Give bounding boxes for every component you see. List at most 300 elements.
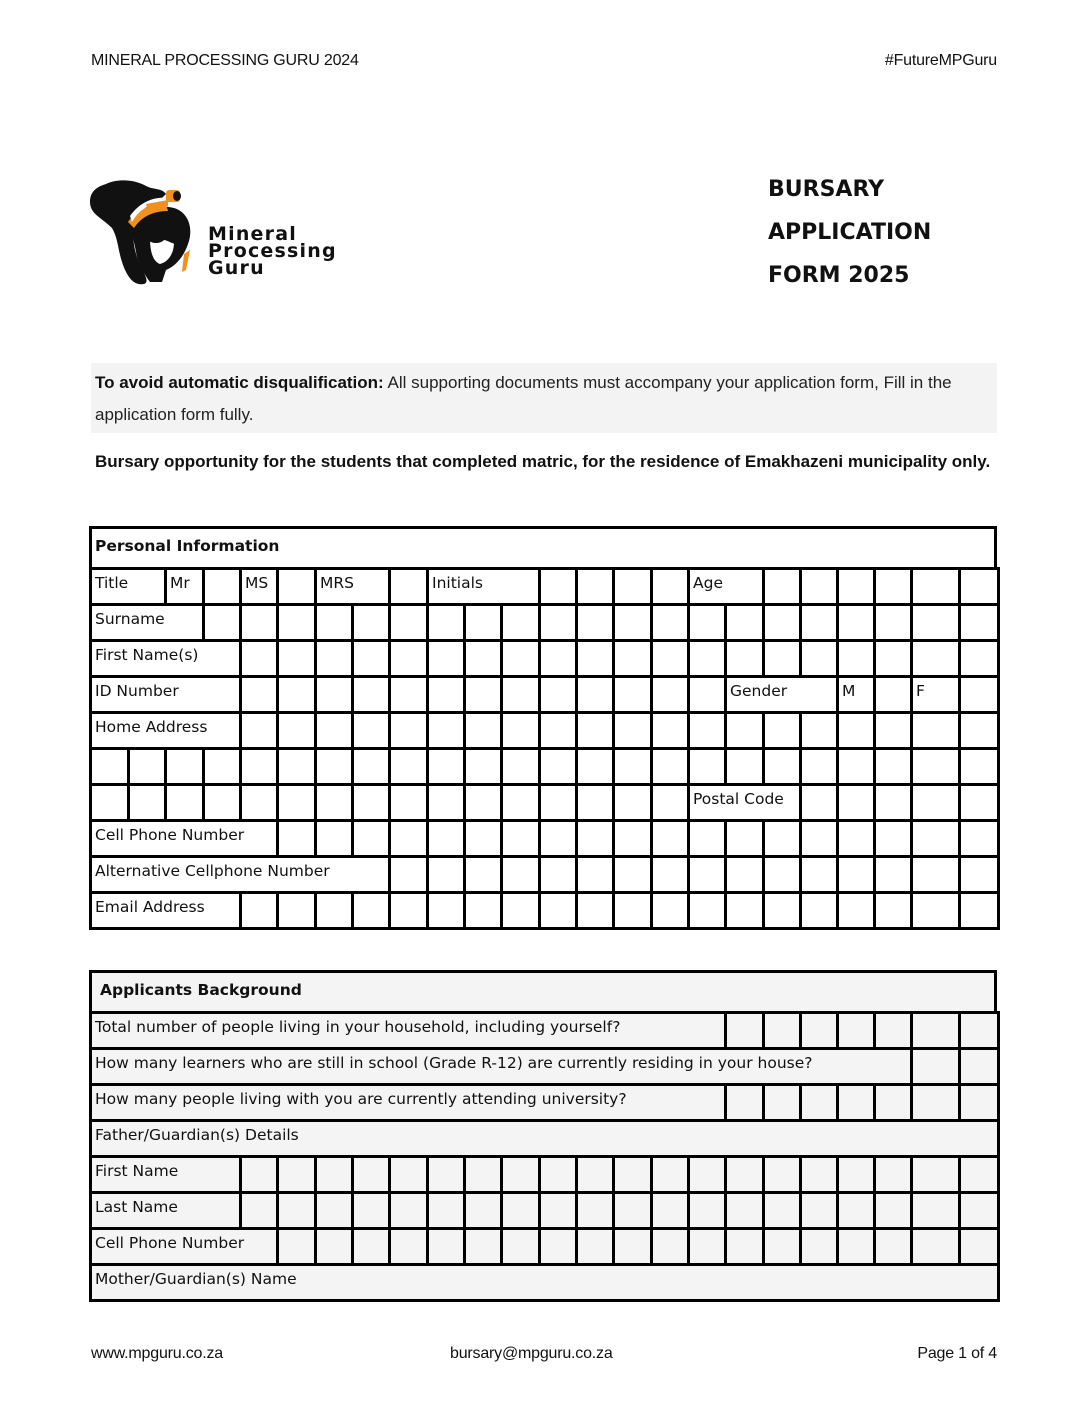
address-line-3-char-box[interactable] <box>314 783 354 822</box>
father-last-name-char-box[interactable] <box>351 1191 391 1230</box>
cell-phone-char-box[interactable] <box>687 819 727 858</box>
father-first-name-char-box[interactable] <box>762 1155 802 1194</box>
footer-page-number: Page 1 of 4 <box>917 1345 997 1362</box>
address-line-2-char-box[interactable] <box>612 747 653 786</box>
title-label: Title <box>89 567 167 606</box>
surname-char-box[interactable] <box>202 603 242 642</box>
cell-phone-char-box[interactable] <box>351 819 391 858</box>
father-first-name-char-box[interactable] <box>958 1155 1000 1194</box>
father-first-name-char-box[interactable] <box>873 1155 913 1194</box>
id-number-char-box[interactable] <box>239 675 279 714</box>
household-count-char-box[interactable] <box>873 1011 913 1050</box>
title-char-box[interactable] <box>910 567 961 606</box>
first-names-char-box[interactable] <box>958 639 1000 678</box>
address-line-3-char-box[interactable] <box>958 783 1000 822</box>
id-number-char-box[interactable] <box>276 675 317 714</box>
university-count-char-box[interactable] <box>762 1083 802 1122</box>
title-char-box[interactable] <box>873 567 913 606</box>
university-count-char-box[interactable] <box>724 1083 765 1122</box>
address-line-3-char-box[interactable] <box>89 783 130 822</box>
address-line-2-char-box[interactable] <box>89 747 130 786</box>
surname-char-box[interactable] <box>351 603 391 642</box>
household-count-char-box[interactable] <box>799 1011 839 1050</box>
father-cell-char-box[interactable] <box>836 1227 876 1266</box>
address-line-2-char-box[interactable] <box>127 747 167 786</box>
alt-cellphone-char-box[interactable] <box>873 855 913 894</box>
father-first-name-char-box[interactable] <box>612 1155 653 1194</box>
first-names-char-box[interactable] <box>612 639 653 678</box>
first-names-char-box[interactable] <box>500 639 541 678</box>
home-address-char-box[interactable] <box>612 711 653 750</box>
id-number-char-box[interactable] <box>612 675 653 714</box>
surname-label: Surname <box>89 603 205 642</box>
alt-cellphone-char-box[interactable] <box>463 855 503 894</box>
first-names-label: First Name(s) <box>89 639 242 678</box>
id-number-char-box[interactable] <box>314 675 354 714</box>
surname-char-box[interactable] <box>612 603 653 642</box>
id-number-char-box[interactable] <box>575 675 615 714</box>
university-count-char-box[interactable] <box>910 1083 961 1122</box>
email-char-box[interactable] <box>650 891 690 930</box>
father-last-name-char-box[interactable] <box>575 1191 615 1230</box>
section-heading: Personal Information <box>89 526 997 570</box>
footer-website-link[interactable]: www.mpguru.co.za <box>91 1345 223 1362</box>
father-cell-char-box[interactable] <box>687 1227 727 1266</box>
alt-cellphone-char-box[interactable] <box>910 855 961 894</box>
first-names-char-box[interactable] <box>388 639 429 678</box>
father-last-name-char-box[interactable] <box>276 1191 317 1230</box>
surname-char-box[interactable] <box>575 603 615 642</box>
address-line-3-char-box[interactable] <box>575 783 615 822</box>
email-char-box[interactable] <box>910 891 961 930</box>
surname-char-box[interactable] <box>873 603 913 642</box>
father-last-name-char-box[interactable] <box>239 1191 279 1230</box>
home-address-char-box[interactable] <box>687 711 727 750</box>
alt-cellphone-char-box[interactable] <box>426 855 466 894</box>
alt-cellphone-char-box[interactable] <box>650 855 690 894</box>
alt-cellphone-char-box[interactable] <box>575 855 615 894</box>
home-address-char-box[interactable] <box>910 711 961 750</box>
cell-phone-char-box[interactable] <box>388 819 429 858</box>
father-last-name-char-box[interactable] <box>873 1191 913 1230</box>
address-line-2-char-box[interactable] <box>910 747 961 786</box>
address-line-2-char-box[interactable] <box>164 747 205 786</box>
home-address-char-box[interactable] <box>575 711 615 750</box>
alt-cellphone-char-box[interactable] <box>836 855 876 894</box>
father-first-name-char-box[interactable] <box>426 1155 466 1194</box>
first-names-char-box[interactable] <box>910 639 961 678</box>
logo-line-3: Guru <box>208 257 265 279</box>
learners-count-char-box[interactable] <box>958 1047 1000 1086</box>
alt-cellphone-char-box[interactable] <box>538 855 578 894</box>
university-count-char-box[interactable] <box>799 1083 839 1122</box>
father-last-name-char-box[interactable] <box>958 1191 1000 1230</box>
title-char-box[interactable] <box>276 567 317 606</box>
father-first-name-char-box[interactable] <box>500 1155 541 1194</box>
address-line-3-char-box[interactable] <box>164 783 205 822</box>
home-address-char-box[interactable] <box>836 711 876 750</box>
email-char-box[interactable] <box>836 891 876 930</box>
father-last-name-char-box[interactable] <box>687 1191 727 1230</box>
father-first-name-char-box[interactable] <box>314 1155 354 1194</box>
father-cell-char-box[interactable] <box>762 1227 802 1266</box>
father-cell-char-box[interactable] <box>351 1227 391 1266</box>
father-cell-char-box[interactable] <box>910 1227 961 1266</box>
first-names-char-box[interactable] <box>314 639 354 678</box>
father-last-name-label: Last Name <box>89 1191 242 1230</box>
title-char-box[interactable] <box>202 567 242 606</box>
title-char-box[interactable] <box>799 567 839 606</box>
address-line-2-char-box[interactable] <box>538 747 578 786</box>
id-number-char-box[interactable] <box>687 675 727 714</box>
address-line-2-char-box[interactable] <box>276 747 317 786</box>
first-names-char-box[interactable] <box>873 639 913 678</box>
household-count-char-box[interactable] <box>836 1011 876 1050</box>
father-first-name-label: First Name <box>89 1155 242 1194</box>
eligibility-note: Bursary opportunity for the students that completed matric, for the residence of Emakhazeni municipality only. <box>95 452 991 471</box>
address-line-2-char-box[interactable] <box>687 747 727 786</box>
mother-name-label: Mother/Guardian(s) Name <box>89 1263 1000 1302</box>
home-address-char-box[interactable] <box>276 711 317 750</box>
first-names-char-box[interactable] <box>836 639 876 678</box>
home-address-char-box[interactable] <box>873 711 913 750</box>
father-cell-char-box[interactable] <box>500 1227 541 1266</box>
email-char-box[interactable] <box>612 891 653 930</box>
email-char-box[interactable] <box>388 891 429 930</box>
father-first-name-char-box[interactable] <box>388 1155 429 1194</box>
alt-cellphone-char-box[interactable] <box>388 855 429 894</box>
father-first-name-char-box[interactable] <box>538 1155 578 1194</box>
email-char-box[interactable] <box>463 891 503 930</box>
surname-char-box[interactable] <box>463 603 503 642</box>
home-address-char-box[interactable] <box>426 711 466 750</box>
address-line-2-char-box[interactable] <box>314 747 354 786</box>
first-names-char-box[interactable] <box>538 639 578 678</box>
email-char-box[interactable] <box>958 891 1000 930</box>
address-line-3-char-box[interactable] <box>463 783 503 822</box>
father-cell-char-box[interactable] <box>650 1227 690 1266</box>
father-last-name-char-box[interactable] <box>650 1191 690 1230</box>
address-line-3-char-box[interactable] <box>799 783 839 822</box>
household-count-char-box[interactable] <box>910 1011 961 1050</box>
father-details-label: Father/Guardian(s) Details <box>89 1119 1000 1158</box>
father-first-name-char-box[interactable] <box>239 1155 279 1194</box>
surname-char-box[interactable] <box>538 603 578 642</box>
title-char-box[interactable] <box>612 567 653 606</box>
first-names-char-box[interactable] <box>650 639 690 678</box>
title-char-box[interactable] <box>650 567 690 606</box>
address-line-3-char-box[interactable] <box>612 783 653 822</box>
applicants-background-table <box>89 970 997 1302</box>
disqualification-notice <box>91 363 997 433</box>
id-number-char-box[interactable] <box>388 675 429 714</box>
cell-phone-char-box[interactable] <box>799 819 839 858</box>
address-line-3-char-box[interactable] <box>127 783 167 822</box>
father-first-name-char-box[interactable] <box>463 1155 503 1194</box>
first-names-char-box[interactable] <box>276 639 317 678</box>
alt-cellphone-char-box[interactable] <box>724 855 765 894</box>
first-names-char-box[interactable] <box>687 639 727 678</box>
surname-char-box[interactable] <box>388 603 429 642</box>
title-label: Mr <box>164 567 205 606</box>
address-line-2-char-box[interactable] <box>873 747 913 786</box>
address-line-2-char-box[interactable] <box>463 747 503 786</box>
cell-phone-char-box[interactable] <box>463 819 503 858</box>
title-line-1: BURSARY <box>768 177 885 202</box>
surname-char-box[interactable] <box>314 603 354 642</box>
title-char-box[interactable] <box>388 567 429 606</box>
email-char-box[interactable] <box>762 891 802 930</box>
alt-cellphone-char-box[interactable] <box>612 855 653 894</box>
address-line-3-char-box[interactable] <box>202 783 242 822</box>
university-count-label: How many people living with you are currently attending university? <box>89 1083 727 1122</box>
address-line-2-char-box[interactable] <box>762 747 802 786</box>
cell-phone-label: Cell Phone Number <box>89 819 279 858</box>
logo-wordmark <box>208 223 337 279</box>
father-last-name-char-box[interactable] <box>426 1191 466 1230</box>
email-char-box[interactable] <box>538 891 578 930</box>
first-names-char-box[interactable] <box>724 639 765 678</box>
home-address-char-box[interactable] <box>958 711 1000 750</box>
university-count-char-box[interactable] <box>958 1083 1000 1122</box>
home-address-char-box[interactable] <box>538 711 578 750</box>
father-last-name-char-box[interactable] <box>799 1191 839 1230</box>
id-number-char-box[interactable] <box>426 675 466 714</box>
email-char-box[interactable] <box>575 891 615 930</box>
father-first-name-char-box[interactable] <box>910 1155 961 1194</box>
home-address-char-box[interactable] <box>724 711 765 750</box>
id-number-char-box[interactable] <box>351 675 391 714</box>
africa-miner-head-icon <box>88 178 198 286</box>
personal-information-table <box>89 526 997 930</box>
address-line-3-char-box[interactable] <box>836 783 876 822</box>
email-char-box[interactable] <box>276 891 317 930</box>
id-number-char-box[interactable] <box>538 675 578 714</box>
alt-cellphone-char-box[interactable] <box>687 855 727 894</box>
cell-phone-char-box[interactable] <box>762 819 802 858</box>
cell-phone-char-box[interactable] <box>873 819 913 858</box>
father-cell-char-box[interactable] <box>388 1227 429 1266</box>
father-last-name-char-box[interactable] <box>910 1191 961 1230</box>
address-line-3-char-box[interactable] <box>239 783 279 822</box>
email-char-box[interactable] <box>724 891 765 930</box>
household-count-char-box[interactable] <box>724 1011 765 1050</box>
learners-count-char-box[interactable] <box>910 1047 961 1086</box>
home-address-char-box[interactable] <box>500 711 541 750</box>
home-address-char-box[interactable] <box>388 711 429 750</box>
notice-text: All supporting documents must accompany your application form, Fill in the application form fully. <box>95 373 952 424</box>
surname-char-box[interactable] <box>799 603 839 642</box>
title-line-3: FORM 2025 <box>768 263 910 288</box>
home-address-char-box[interactable] <box>650 711 690 750</box>
household-count-char-box[interactable] <box>958 1011 1000 1050</box>
title-label: Initials <box>426 567 541 606</box>
cell-phone-char-box[interactable] <box>500 819 541 858</box>
address-line-3-label: Postal Code <box>687 783 802 822</box>
home-address-char-box[interactable] <box>799 711 839 750</box>
cell-phone-char-box[interactable] <box>836 819 876 858</box>
email-char-box[interactable] <box>687 891 727 930</box>
address-line-2-char-box[interactable] <box>799 747 839 786</box>
father-first-name-char-box[interactable] <box>575 1155 615 1194</box>
cell-phone-char-box[interactable] <box>314 819 354 858</box>
address-line-3-char-box[interactable] <box>500 783 541 822</box>
father-cell-char-box[interactable] <box>426 1227 466 1266</box>
first-names-char-box[interactable] <box>426 639 466 678</box>
address-line-3-char-box[interactable] <box>388 783 429 822</box>
id-number-char-box[interactable] <box>958 675 1000 714</box>
address-line-3-char-box[interactable] <box>426 783 466 822</box>
surname-char-box[interactable] <box>650 603 690 642</box>
address-line-2-char-box[interactable] <box>836 747 876 786</box>
alt-cellphone-label: Alternative Cellphone Number <box>89 855 391 894</box>
surname-char-box[interactable] <box>724 603 765 642</box>
home-address-char-box[interactable] <box>463 711 503 750</box>
father-cell-label: Cell Phone Number <box>89 1227 279 1266</box>
address-line-3-char-box[interactable] <box>650 783 690 822</box>
father-cell-char-box[interactable] <box>276 1227 317 1266</box>
father-cell-char-box[interactable] <box>463 1227 503 1266</box>
id-number-char-box[interactable] <box>500 675 541 714</box>
father-last-name-char-box[interactable] <box>538 1191 578 1230</box>
father-last-name-char-box[interactable] <box>762 1191 802 1230</box>
surname-char-box[interactable] <box>239 603 279 642</box>
first-names-char-box[interactable] <box>799 639 839 678</box>
father-last-name-char-box[interactable] <box>463 1191 503 1230</box>
id-number-label: F <box>910 675 961 714</box>
address-line-2-char-box[interactable] <box>724 747 765 786</box>
address-line-2-char-box[interactable] <box>650 747 690 786</box>
email-label: Email Address <box>89 891 242 930</box>
home-address-char-box[interactable] <box>762 711 802 750</box>
cell-phone-char-box[interactable] <box>650 819 690 858</box>
address-line-3-char-box[interactable] <box>873 783 913 822</box>
cell-phone-char-box[interactable] <box>538 819 578 858</box>
title-char-box[interactable] <box>538 567 578 606</box>
father-cell-char-box[interactable] <box>612 1227 653 1266</box>
cell-phone-char-box[interactable] <box>426 819 466 858</box>
surname-char-box[interactable] <box>762 603 802 642</box>
surname-char-box[interactable] <box>276 603 317 642</box>
father-cell-char-box[interactable] <box>873 1227 913 1266</box>
father-first-name-char-box[interactable] <box>724 1155 765 1194</box>
title-char-box[interactable] <box>836 567 876 606</box>
address-line-2-char-box[interactable] <box>958 747 1000 786</box>
father-cell-char-box[interactable] <box>575 1227 615 1266</box>
father-first-name-char-box[interactable] <box>836 1155 876 1194</box>
cell-phone-char-box[interactable] <box>612 819 653 858</box>
surname-char-box[interactable] <box>687 603 727 642</box>
father-first-name-char-box[interactable] <box>650 1155 690 1194</box>
logo-line-1: Mineral <box>208 223 297 245</box>
address-line-2-char-box[interactable] <box>426 747 466 786</box>
surname-char-box[interactable] <box>500 603 541 642</box>
father-first-name-char-box[interactable] <box>687 1155 727 1194</box>
father-last-name-char-box[interactable] <box>724 1191 765 1230</box>
surname-char-box[interactable] <box>910 603 961 642</box>
email-char-box[interactable] <box>426 891 466 930</box>
father-first-name-char-box[interactable] <box>799 1155 839 1194</box>
first-names-char-box[interactable] <box>239 639 279 678</box>
id-number-char-box[interactable] <box>463 675 503 714</box>
father-last-name-char-box[interactable] <box>388 1191 429 1230</box>
header-hashtag: #FutureMPGuru <box>884 52 997 69</box>
surname-char-box[interactable] <box>426 603 466 642</box>
first-names-char-box[interactable] <box>351 639 391 678</box>
university-count-char-box[interactable] <box>873 1083 913 1122</box>
cell-phone-char-box[interactable] <box>724 819 765 858</box>
email-char-box[interactable] <box>500 891 541 930</box>
surname-char-box[interactable] <box>836 603 876 642</box>
address-line-2-char-box[interactable] <box>500 747 541 786</box>
address-line-3-char-box[interactable] <box>351 783 391 822</box>
address-line-2-char-box[interactable] <box>202 747 242 786</box>
university-count-char-box[interactable] <box>836 1083 876 1122</box>
surname-char-box[interactable] <box>958 603 1000 642</box>
notice-bold: To avoid automatic disqualification: <box>95 373 384 392</box>
email-char-box[interactable] <box>351 891 391 930</box>
first-names-char-box[interactable] <box>575 639 615 678</box>
father-cell-char-box[interactable] <box>958 1227 1000 1266</box>
address-line-3-char-box[interactable] <box>538 783 578 822</box>
father-first-name-char-box[interactable] <box>351 1155 391 1194</box>
footer-email-link[interactable]: bursary@mpguru.co.za <box>450 1345 613 1362</box>
address-line-2-char-box[interactable] <box>351 747 391 786</box>
first-names-char-box[interactable] <box>762 639 802 678</box>
address-line-3-char-box[interactable] <box>910 783 961 822</box>
father-cell-char-box[interactable] <box>724 1227 765 1266</box>
alt-cellphone-char-box[interactable] <box>762 855 802 894</box>
alt-cellphone-char-box[interactable] <box>500 855 541 894</box>
learners-count-label: How many learners who are still in school (Grade R-12) are currently residing in your house? <box>89 1047 913 1086</box>
home-address-char-box[interactable] <box>351 711 391 750</box>
father-cell-char-box[interactable] <box>314 1227 354 1266</box>
father-last-name-char-box[interactable] <box>500 1191 541 1230</box>
father-last-name-char-box[interactable] <box>314 1191 354 1230</box>
address-line-2-char-box[interactable] <box>388 747 429 786</box>
email-char-box[interactable] <box>873 891 913 930</box>
alt-cellphone-char-box[interactable] <box>958 855 1000 894</box>
email-char-box[interactable] <box>314 891 354 930</box>
address-line-2-char-box[interactable] <box>239 747 279 786</box>
cell-phone-char-box[interactable] <box>276 819 317 858</box>
id-number-char-box[interactable] <box>873 675 913 714</box>
alt-cellphone-char-box[interactable] <box>799 855 839 894</box>
father-cell-char-box[interactable] <box>799 1227 839 1266</box>
id-number-char-box[interactable] <box>650 675 690 714</box>
title-char-box[interactable] <box>958 567 1000 606</box>
home-address-char-box[interactable] <box>314 711 354 750</box>
first-names-char-box[interactable] <box>463 639 503 678</box>
household-count-char-box[interactable] <box>762 1011 802 1050</box>
father-last-name-char-box[interactable] <box>836 1191 876 1230</box>
address-line-3-char-box[interactable] <box>276 783 317 822</box>
cell-phone-char-box[interactable] <box>910 819 961 858</box>
father-first-name-char-box[interactable] <box>276 1155 317 1194</box>
title-char-box[interactable] <box>575 567 615 606</box>
address-line-2-char-box[interactable] <box>575 747 615 786</box>
father-cell-char-box[interactable] <box>538 1227 578 1266</box>
email-char-box[interactable] <box>799 891 839 930</box>
section-heading: Applicants Background <box>89 970 997 1014</box>
father-last-name-char-box[interactable] <box>612 1191 653 1230</box>
home-address-char-box[interactable] <box>239 711 279 750</box>
cell-phone-char-box[interactable] <box>575 819 615 858</box>
title-char-box[interactable] <box>762 567 802 606</box>
title-label: MS <box>239 567 279 606</box>
email-char-box[interactable] <box>239 891 279 930</box>
cell-phone-char-box[interactable] <box>958 819 1000 858</box>
